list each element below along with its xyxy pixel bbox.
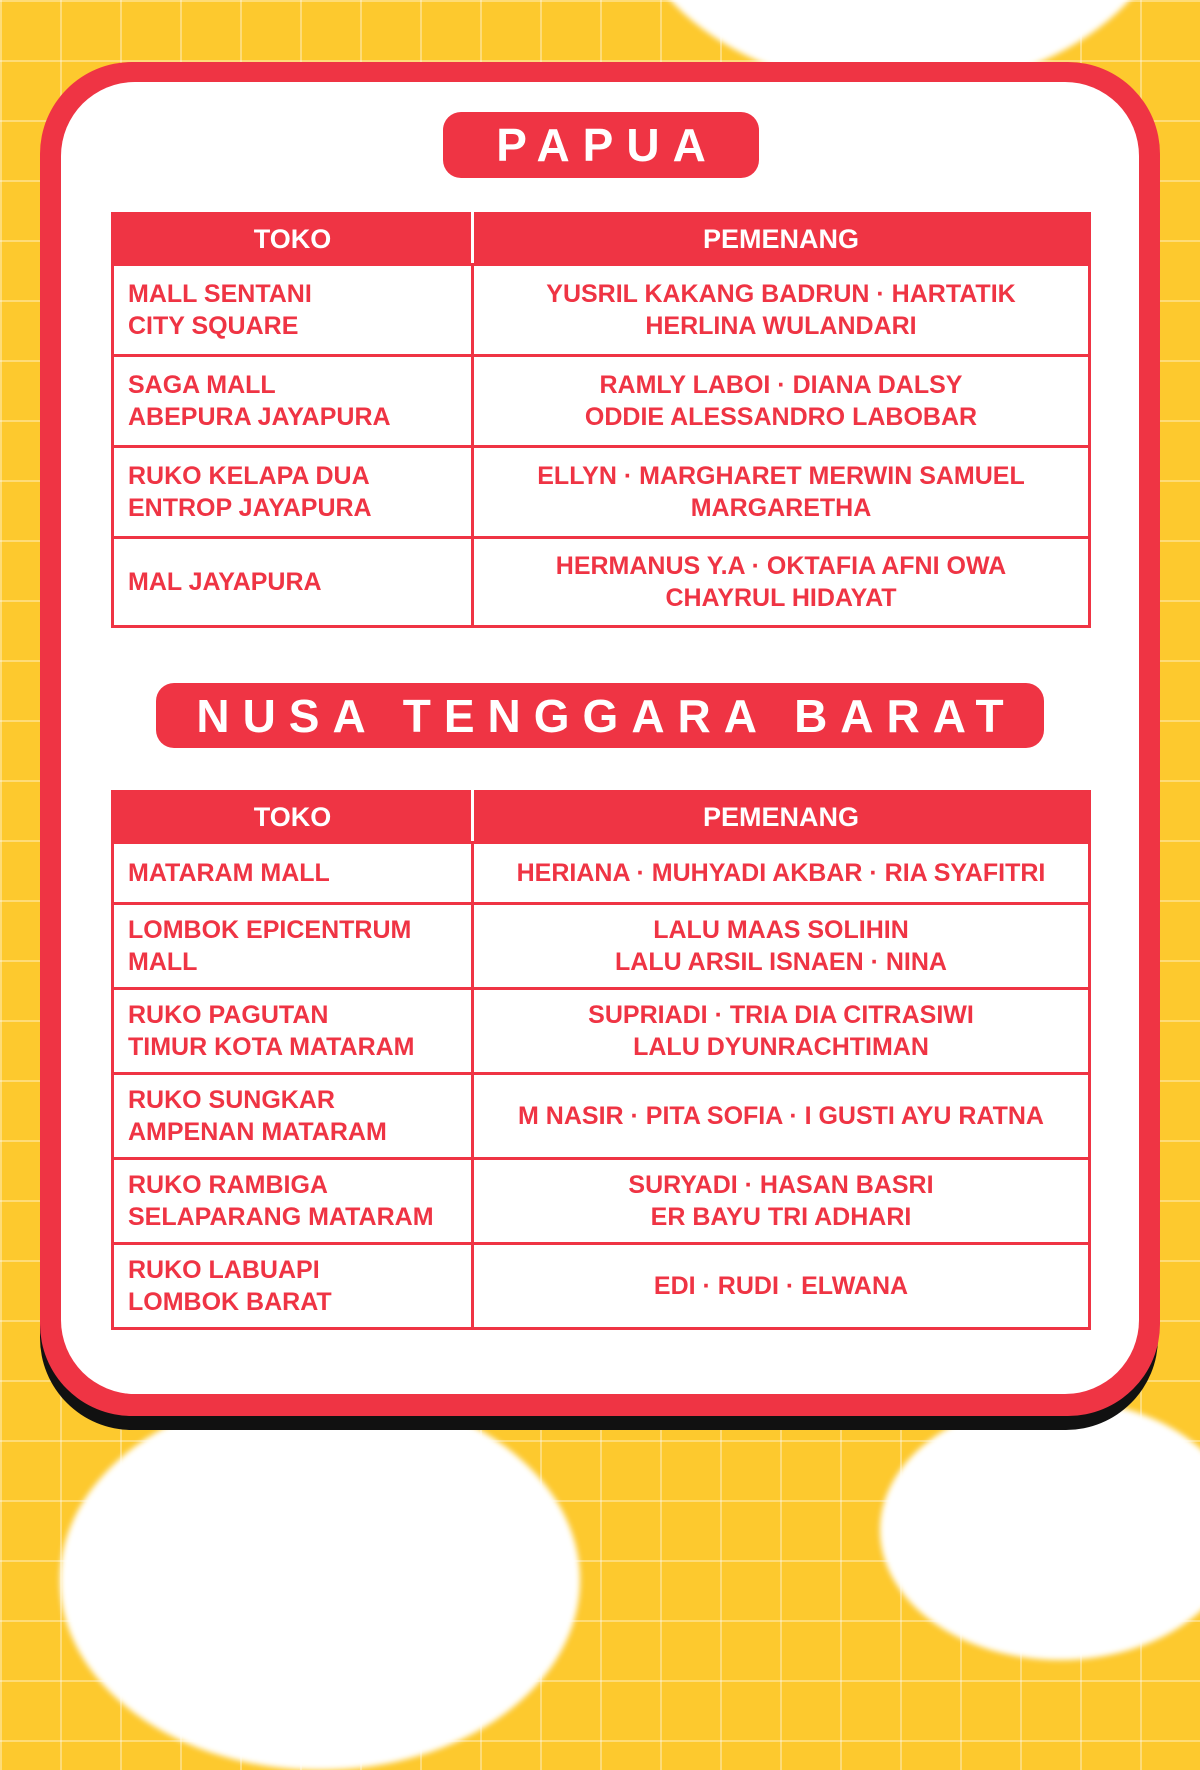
table-header-row: [113, 792, 1090, 843]
section-title-papua: PAPUA: [443, 112, 759, 178]
winners-cell: HERMANUS Y.A · OKTAFIA AFNI OWA CHAYRUL HIDAYAT: [473, 538, 1090, 627]
column-header-pemenang: PEMENANG: [473, 792, 1090, 843]
winners-cell: HERIANA · MUHYADI AKBAR · RIA SYAFITRI: [473, 843, 1090, 904]
column-header-toko: TOKO: [113, 214, 473, 265]
store-cell: RUKO PAGUTAN TIMUR KOTA MATARAM: [113, 989, 473, 1074]
table-row: [113, 265, 1090, 356]
background-blob-bottom-left: [60, 1390, 580, 1770]
store-cell: RUKO RAMBIGA SELAPARANG MATARAM: [113, 1159, 473, 1244]
table-row: [113, 447, 1090, 538]
winners-cell: LALU MAAS SOLIHIN LALU ARSIL ISNAEN · NINA: [473, 904, 1090, 989]
store-cell: RUKO LABUAPI LOMBOK BARAT: [113, 1244, 473, 1329]
column-header-toko: TOKO: [113, 792, 473, 843]
winners-cell: YUSRIL KAKANG BADRUN · HARTATIK HERLINA WULANDARI: [473, 265, 1090, 356]
store-cell: RUKO SUNGKAR AMPENAN MATARAM: [113, 1074, 473, 1159]
papua-winners-table: [111, 212, 1091, 628]
store-cell: MATARAM MALL: [113, 843, 473, 904]
table-header-row: [113, 214, 1090, 265]
store-cell: MALL SENTANI CITY SQUARE: [113, 265, 473, 356]
winners-cell: M NASIR · PITA SOFIA · I GUSTI AYU RATNA: [473, 1074, 1090, 1159]
table-row: [113, 843, 1090, 904]
store-cell: SAGA MALL ABEPURA JAYAPURA: [113, 356, 473, 447]
winners-cell: EDI · RUDI · ELWANA: [473, 1244, 1090, 1329]
section-title-nusa-tenggara-barat: NUSA TENGGARA BARAT: [156, 683, 1044, 748]
store-cell: RUKO KELAPA DUA ENTROP JAYAPURA: [113, 447, 473, 538]
ntb-winners-table: [111, 790, 1091, 1330]
winners-cell: SURYADI · HASAN BASRI ER BAYU TRI ADHARI: [473, 1159, 1090, 1244]
winners-cell: ELLYN · MARGHARET MERWIN SAMUEL MARGARETHA: [473, 447, 1090, 538]
table-row: [113, 989, 1090, 1074]
table-row: [113, 1074, 1090, 1159]
table-row: [113, 1244, 1090, 1329]
table-row: [113, 356, 1090, 447]
store-cell: LOMBOK EPICENTRUM MALL: [113, 904, 473, 989]
table-row: [113, 1159, 1090, 1244]
table-row: [113, 904, 1090, 989]
column-header-pemenang: PEMENANG: [473, 214, 1090, 265]
store-cell: MAL JAYAPURA: [113, 538, 473, 627]
background-blob-bottom-right: [880, 1400, 1200, 1660]
winners-cell: RAMLY LABOI · DIANA DALSY ODDIE ALESSANDRO LABOBAR: [473, 356, 1090, 447]
winners-cell: SUPRIADI · TRIA DIA CITRASIWI LALU DYUNRACHTIMAN: [473, 989, 1090, 1074]
table-row: [113, 538, 1090, 627]
